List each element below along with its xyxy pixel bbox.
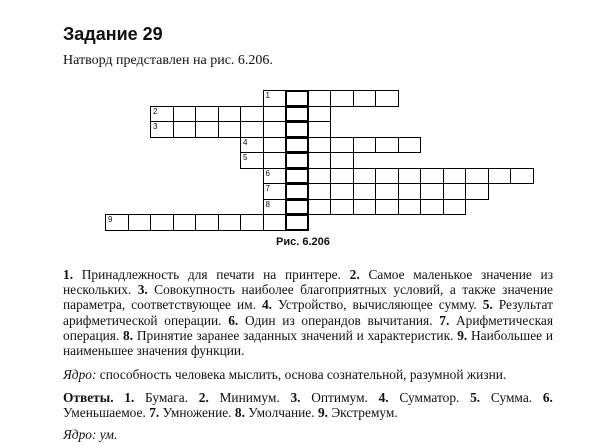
clue-number: 2.	[349, 267, 360, 282]
clue-text: Наибольшее и наименьшее значения функции.	[63, 327, 553, 359]
clues-paragraph	[63, 267, 553, 358]
crossword-cell	[285, 214, 309, 231]
crossword-cell	[285, 183, 309, 200]
clue-text: Устройство, вычисляющее сумму.	[272, 297, 483, 313]
crossword-cell	[398, 199, 422, 216]
crossword-cell	[308, 121, 332, 138]
crossword-cell	[465, 183, 489, 200]
clue-number: 8.	[123, 327, 134, 343]
crossword-cell	[375, 168, 399, 185]
answer-number: 5.	[470, 390, 481, 405]
clue-number: 6.	[228, 312, 239, 328]
crossword-cell	[330, 199, 354, 216]
crossword-cell	[353, 168, 377, 185]
crossword-cell	[285, 121, 309, 138]
clue-text: Принятие заранее заданных значений и характеристик.	[133, 327, 458, 343]
crossword-cell	[218, 106, 242, 123]
core-clue	[63, 367, 553, 382]
clue-text: Совокупность наиболее благоприятных условий, а также значение параметра, соответствующее им.	[63, 282, 553, 313]
crossword-cell	[420, 199, 444, 216]
crossword-cell	[510, 168, 534, 185]
crossword-cell	[285, 199, 309, 216]
crossword-cell	[263, 106, 287, 123]
answer-text: Умолчание.	[244, 405, 315, 421]
crossword-cell	[218, 214, 242, 231]
crossword-cell	[420, 183, 444, 200]
crossword-row-number: 2	[153, 106, 158, 116]
core-answer-label: Ядро:	[63, 427, 97, 442]
crossword-cell	[375, 137, 399, 154]
crossword-row-number: 9	[108, 215, 113, 224]
crossword-cell	[195, 214, 219, 231]
crossword-cell	[353, 137, 377, 154]
answers-label: Ответы.	[63, 390, 114, 405]
crossword-row-number: 7	[265, 184, 270, 193]
crossword-cell	[330, 137, 354, 154]
core-answer	[63, 427, 553, 442]
clue-number: 4.	[261, 297, 273, 313]
crossword-cell	[308, 137, 332, 154]
answer-number: 2.	[198, 390, 209, 405]
crossword-cell	[285, 152, 309, 169]
crossword-cell	[330, 90, 354, 107]
crossword-cell	[285, 106, 309, 123]
crossword-cell	[420, 168, 444, 185]
clue-number: 9.	[457, 327, 468, 343]
answer-text: Умножение.	[159, 405, 232, 421]
answer-number: 3.	[290, 390, 301, 405]
clue-text: Принадлежность для печати на принтере.	[73, 267, 350, 282]
clue-text: Самое маленькое значение из нескольких.	[63, 267, 553, 298]
answer-number: 8.	[234, 405, 245, 421]
clue-number: 5.	[482, 297, 493, 313]
crossword-row-number: 4	[243, 137, 248, 147]
crossword-row-number: 1	[265, 91, 270, 100]
answer-number: 1.	[124, 390, 135, 405]
crossword-cell	[240, 214, 264, 231]
crossword-cell	[443, 183, 467, 200]
crossword-cell	[308, 106, 332, 123]
crossword-cell	[330, 152, 354, 169]
clue-text: Результат арифметической операции.	[63, 297, 554, 328]
crossword-cell	[263, 214, 287, 231]
crossword-cell	[443, 199, 467, 216]
clue-number: 1.	[63, 267, 74, 282]
crossword-cell	[353, 183, 377, 200]
crossword-cell	[173, 214, 197, 231]
answer-text: Оптимум.	[300, 390, 368, 405]
crossword-cell	[398, 183, 422, 200]
crossword-cell	[263, 137, 287, 154]
answer-text: Бумага.	[134, 390, 189, 405]
crossword-cell	[195, 121, 219, 138]
crossword-cell	[330, 168, 354, 185]
core-clue-text: способность человека мыслить, основа сознательной, разумной жизни.	[99, 367, 507, 382]
answer-number: 9.	[317, 405, 328, 421]
crossword-cell	[150, 214, 174, 231]
crossword-cell	[240, 106, 264, 123]
crossword-row-number: 5	[243, 153, 248, 162]
crossword-cell	[263, 121, 287, 138]
clue-text: Арифметическая операция.	[63, 312, 553, 343]
clue-text: Один из операндов вычитания.	[238, 312, 440, 328]
crossword-row-number: 3	[153, 122, 158, 131]
crossword-cell	[195, 106, 219, 123]
core-clue-label: Ядро:	[63, 367, 97, 382]
crossword-cell	[488, 168, 512, 185]
core-answer-text: ум.	[99, 427, 118, 442]
crossword-cell	[398, 168, 422, 185]
crossword-row-number: 8	[265, 199, 270, 209]
answer-text: Минимум.	[208, 390, 280, 405]
crossword-cell	[465, 168, 489, 185]
crossword-cell	[308, 199, 332, 216]
crossword-cell	[375, 199, 399, 216]
crossword-cell	[263, 152, 287, 169]
intro-text: Натворд представлен на рис. 6.206.	[63, 53, 273, 68]
crossword-cell	[353, 90, 377, 107]
crossword-cell	[285, 168, 309, 185]
clue-number: 7.	[439, 312, 450, 328]
crossword-cell	[308, 152, 332, 169]
crossword-cell	[330, 183, 354, 200]
crossword-row-number: 6	[265, 168, 270, 178]
crossword-cell	[173, 106, 197, 123]
answer-number: 4.	[378, 390, 389, 405]
clue-number: 3.	[137, 282, 148, 298]
answer-text: Экстремум.	[327, 405, 398, 421]
figure-caption: Рис. 6.206	[276, 236, 330, 248]
task-title: Задание 29	[63, 24, 163, 44]
crossword-cell	[173, 121, 197, 138]
crossword-cell	[308, 168, 332, 185]
crossword-cell	[398, 137, 422, 154]
answer-text: Сумма.	[480, 390, 533, 405]
crossword-cell	[308, 183, 332, 200]
crossword-cell	[375, 90, 399, 107]
crossword-cell	[308, 90, 332, 107]
crossword-cell	[285, 90, 309, 107]
answer-number: 7.	[149, 405, 160, 421]
answer-number: 6.	[542, 390, 553, 405]
crossword-cell	[443, 168, 467, 185]
answer-text: Уменьшаемое.	[63, 405, 146, 421]
crossword-cell	[285, 137, 309, 154]
answer-text: Сумматор.	[388, 390, 460, 405]
answers-paragraph	[63, 390, 553, 420]
crossword-cell	[240, 121, 264, 138]
crossword-cell	[375, 183, 399, 200]
crossword-cell	[353, 199, 377, 216]
crossword-cell	[128, 214, 152, 231]
crossword-cell	[218, 121, 242, 138]
